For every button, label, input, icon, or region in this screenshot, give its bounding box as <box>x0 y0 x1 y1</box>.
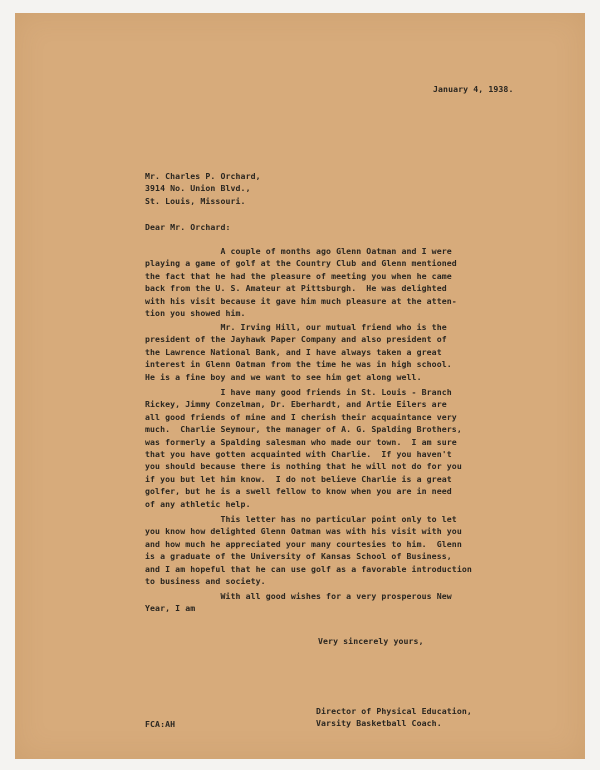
text-line: tion you showed him. <box>145 308 246 319</box>
paragraph-3 <box>145 386 462 510</box>
text-line: you should because there is nothing that he will not do for you <box>145 461 462 472</box>
text-line: I have many good friends in St. Louis - Branch <box>145 387 452 397</box>
letter-date: January 4, 1938. <box>433 84 514 94</box>
text-line: is a graduate of the University of Kansas School of Business, <box>145 551 452 562</box>
letter-page <box>15 13 585 759</box>
text-line: interest in Glenn Oatman from the time he was in high school. <box>145 359 452 370</box>
text-line: Year, I am <box>145 603 196 614</box>
text-line: that you have gotten acquainted with Charlie. If you haven't <box>145 449 452 460</box>
text-line: golfer, but he is a swell fellow to know when you are in need <box>145 486 452 497</box>
text-line: With all good wishes for a very prosperous New <box>145 591 452 601</box>
text-line: the fact that he had the pleasure of meeting you when he came <box>145 270 452 281</box>
signature-block <box>316 705 472 730</box>
text-line: all good friends of mine and I cherish their acquaintance very <box>145 411 457 422</box>
paragraph-4 <box>145 513 472 587</box>
recipient-address <box>145 170 261 207</box>
paragraph-5 <box>145 590 452 615</box>
text-line: was formerly a Spalding salesman who made our town. I am sure <box>145 436 457 447</box>
paragraph-1 <box>145 245 457 319</box>
text-line: of any athletic help. <box>145 498 251 509</box>
text-line: to business and society. <box>145 576 266 587</box>
address-line: St. Louis, Missouri. <box>145 195 246 206</box>
signature-title: Director of Physical Education, <box>316 706 472 716</box>
text-line: He is a fine boy and we want to see him get along well. <box>145 371 422 382</box>
paragraph-2 <box>145 321 452 383</box>
text-line: you know how delighted Glenn Oatman was with his visit with you <box>145 526 462 537</box>
salutation: Dear Mr. Orchard: <box>145 222 231 232</box>
signature-title: Varsity Basketball Coach. <box>316 718 442 729</box>
reference-initials: FCA:AH <box>145 719 176 729</box>
text-line: playing a game of golf at the Country Club and Glenn mentioned <box>145 258 457 269</box>
text-line: Rickey, Jimmy Conzelman, Dr. Eberhardt, and Artie Eilers are <box>145 399 447 410</box>
address-line: Mr. Charles P. Orchard, <box>145 171 261 181</box>
text-line: president of the Jayhawk Paper Company and also president of <box>145 334 447 345</box>
text-line: and I am hopeful that he can use golf as a favorable introduction <box>145 563 472 574</box>
address-line: 3914 No. Union Blvd., <box>145 183 251 194</box>
text-line: the Lawrence National Bank, and I have always taken a great <box>145 346 442 357</box>
text-line: A couple of months ago Glenn Oatman and I were <box>145 246 452 256</box>
text-line: if you but let him know. I do not believe Charlie is a great <box>145 473 452 484</box>
text-line: with his visit because it gave him much pleasure at the atten- <box>145 295 457 306</box>
text-line: This letter has no particular point only to let <box>145 514 457 524</box>
text-line: Mr. Irving Hill, our mutual friend who is the <box>145 322 447 332</box>
text-line: back from the U. S. Amateur at Pittsburgh. He was delighted <box>145 283 447 294</box>
text-line: and how much he appreciated your many courtesies to him. Glenn <box>145 538 462 549</box>
complimentary-closing: Very sincerely yours, <box>318 636 424 646</box>
text-line: much. Charlie Seymour, the manager of A. G. Spalding Brothers, <box>145 424 462 435</box>
